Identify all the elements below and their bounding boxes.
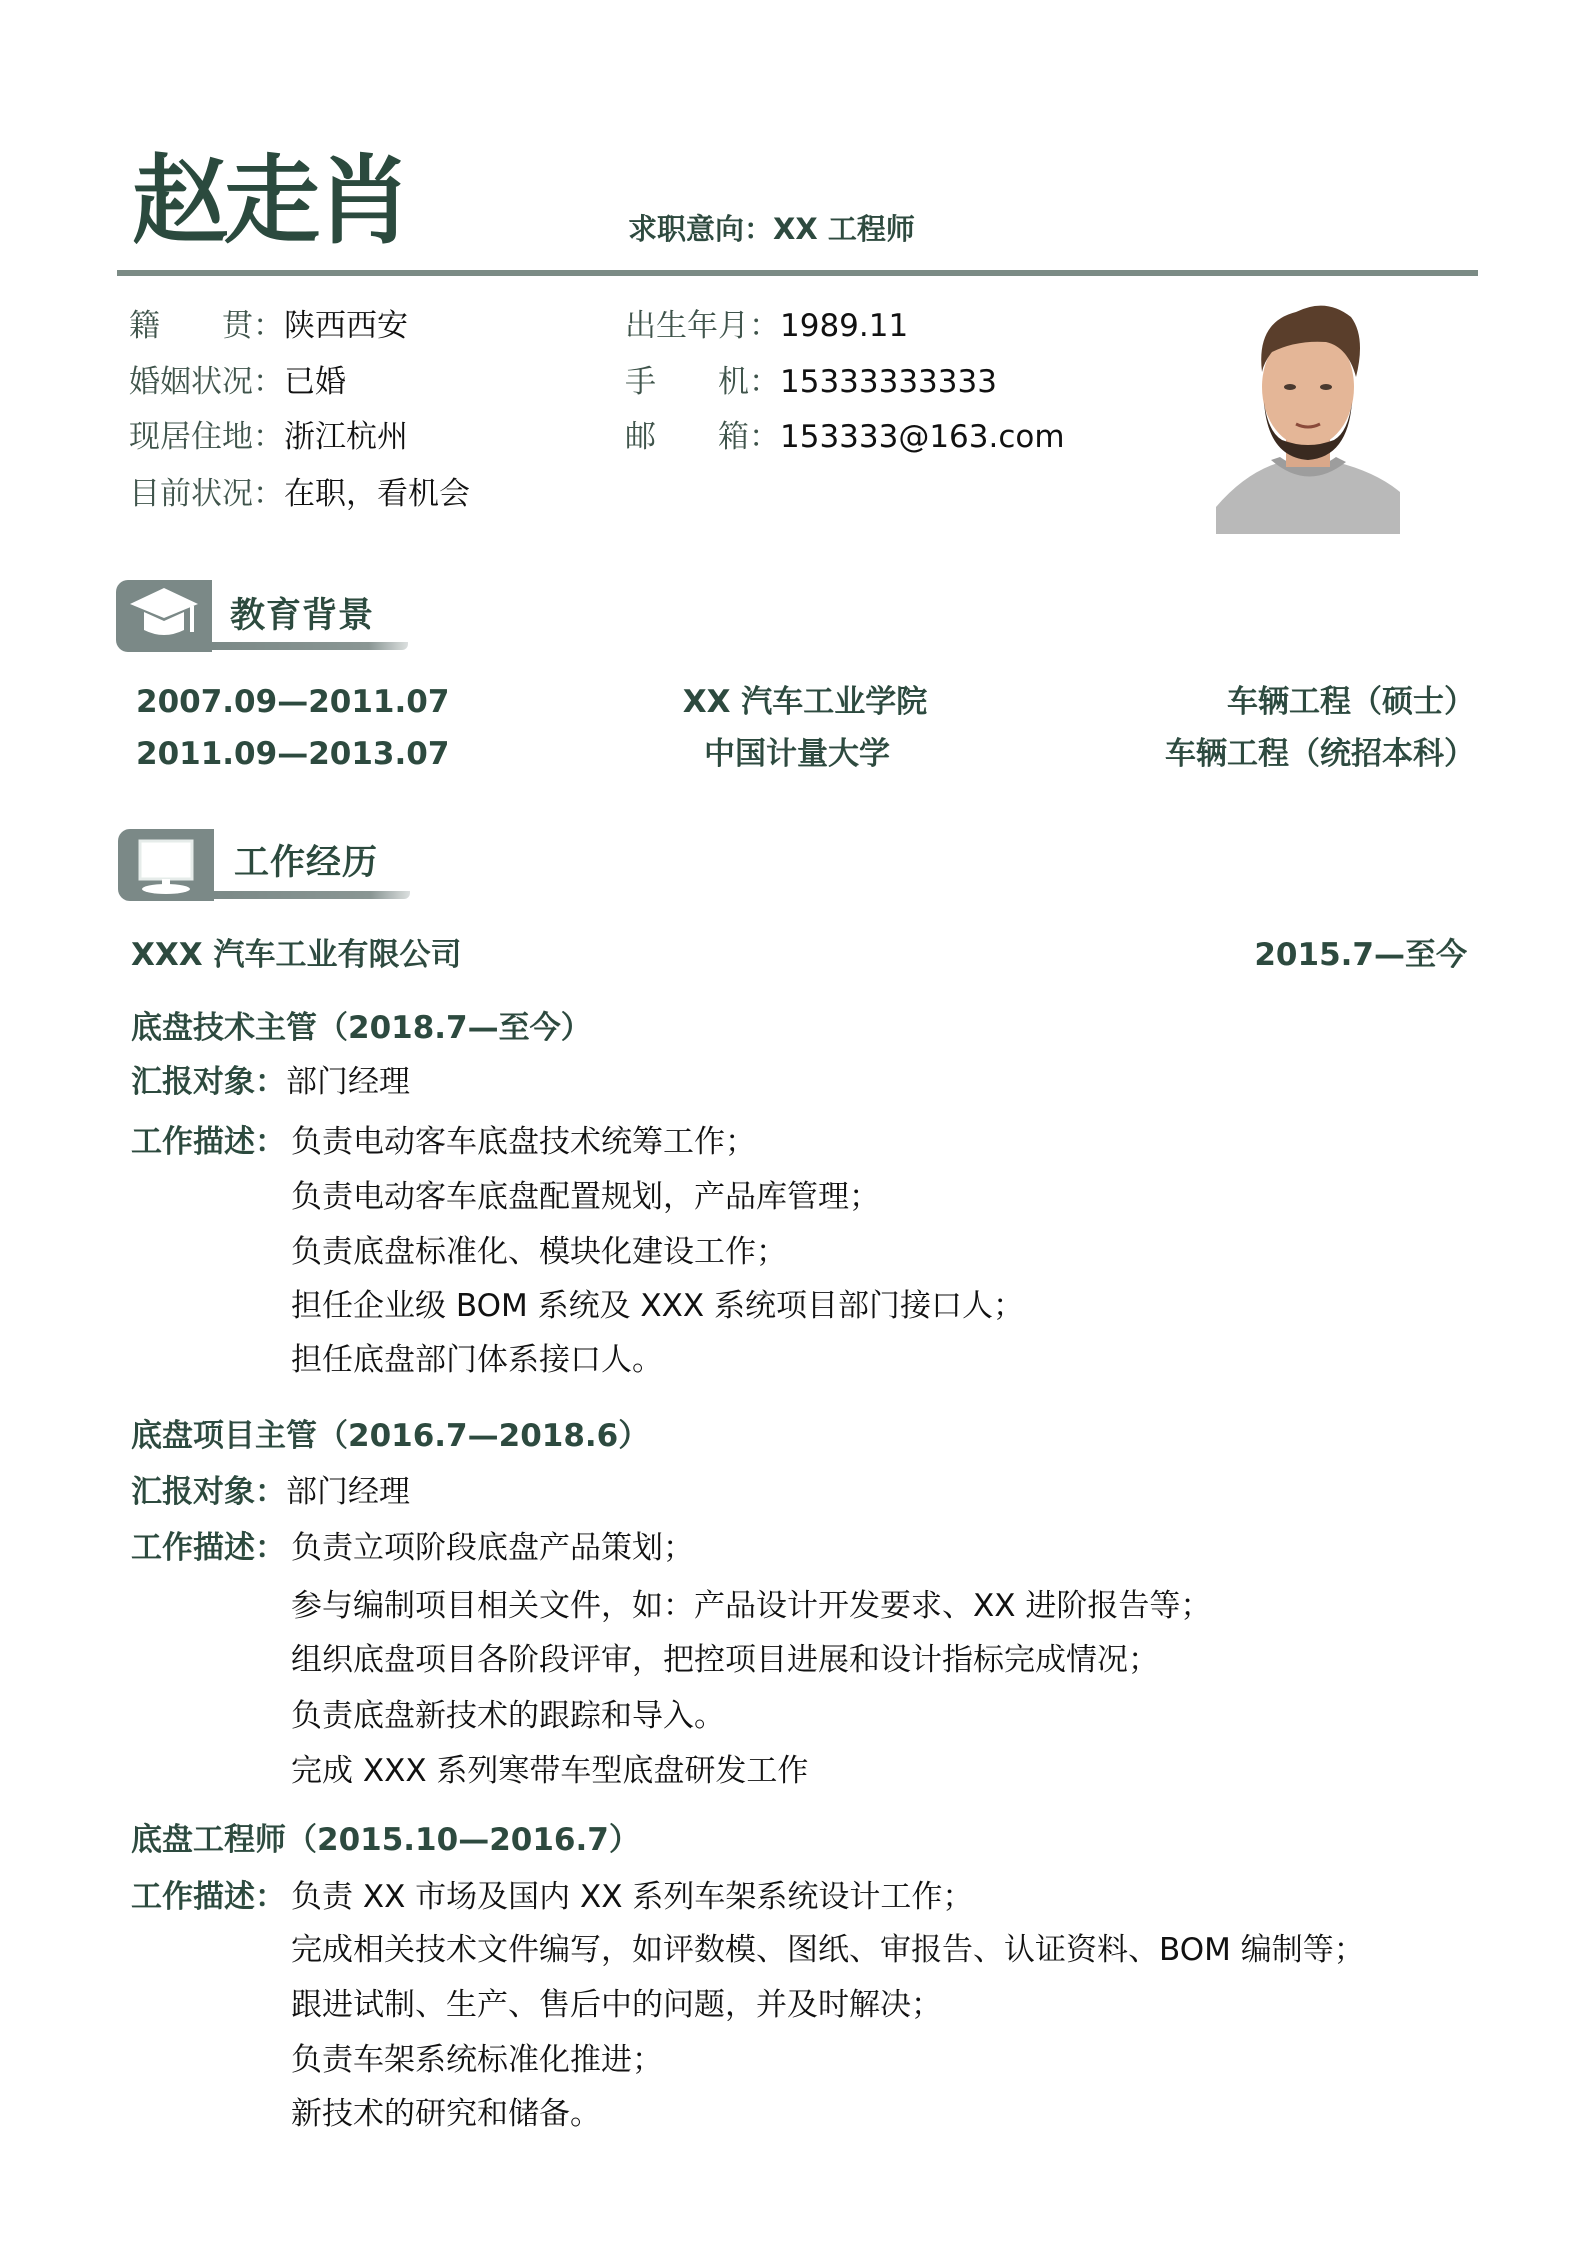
job-target-value: XX 工程师 — [773, 212, 915, 246]
desc-line: 完成 XXX 系列寒带车型底盘研发工作 — [291, 1753, 809, 1789]
header-divider — [117, 270, 1478, 276]
desc-line: 担任底盘部门体系接口人。 — [291, 1342, 663, 1378]
desc-line: 负责底盘标准化、模块化建设工作； — [291, 1234, 787, 1270]
section-header-education — [116, 580, 416, 652]
info-label: 婚姻状况： — [129, 364, 284, 400]
desc-label-row — [131, 1122, 286, 1162]
report-label: 汇报对象： — [131, 1474, 286, 1510]
profile-photo — [1216, 292, 1400, 534]
info-residence — [129, 417, 408, 457]
info-value: 在职，看机会 — [284, 476, 470, 512]
desc-line: 负责 XX 市场及国内 XX 系列车架系统设计工作； — [291, 1879, 974, 1915]
position-title: 底盘工程师（2015.10—2016.7） — [131, 1822, 640, 1858]
desc-line: 完成相关技术文件编写，如评数模、图纸、审报告、认证资料、BOM 编制等； — [291, 1932, 1365, 1968]
desc-line: 跟进试制、生产、售后中的问题，并及时解决； — [291, 1987, 942, 2023]
desc-line: 参与编制项目相关文件，如：产品设计开发要求、XX 进阶报告等； — [291, 1588, 1212, 1624]
candidate-name: 赵走肖 — [132, 145, 408, 257]
info-value: 已婚 — [284, 364, 346, 400]
info-marital — [129, 362, 346, 402]
section-icon-box — [116, 580, 212, 652]
edu-major: 车辆工程（统招本科） — [1165, 736, 1475, 772]
section-underline — [212, 642, 408, 650]
edu-period: 2007.09—2011.07 — [136, 684, 450, 720]
info-label: 出生年月： — [625, 308, 780, 344]
section-header-work — [118, 829, 418, 901]
desc-line: 担任企业级 BOM 系统及 XXX 系统项目部门接口人； — [291, 1288, 1024, 1324]
company-name: XXX 汽车工业有限公司 — [131, 937, 462, 973]
desc-label-row — [131, 1877, 286, 1917]
info-label: 目前状况： — [129, 476, 284, 512]
edu-school: 中国计量大学 — [704, 736, 890, 772]
report-to — [131, 1472, 410, 1512]
info-value: 陕西西安 — [284, 308, 408, 344]
edu-school: XX 汽车工业学院 — [682, 684, 928, 720]
info-label: 手 机： — [625, 364, 780, 400]
info-label: 籍 贯： — [129, 308, 284, 344]
section-icon-box — [118, 829, 214, 901]
desc-label: 工作描述： — [131, 1530, 286, 1566]
info-hometown — [129, 306, 408, 346]
report-label: 汇报对象： — [131, 1064, 286, 1100]
report-value: 部门经理 — [286, 1474, 410, 1510]
edu-period: 2011.09—2013.07 — [136, 736, 450, 772]
desc-line: 新技术的研究和储备。 — [291, 2096, 601, 2132]
section-title: 教育背景 — [230, 596, 375, 636]
position-title: 底盘技术主管（2018.7—至今） — [131, 1010, 592, 1046]
info-email — [625, 417, 1065, 457]
info-value: 1989.11 — [780, 308, 909, 344]
report-value: 部门经理 — [286, 1064, 410, 1100]
company-period: 2015.7—至今 — [1254, 937, 1467, 973]
info-label: 现居住地： — [129, 419, 284, 455]
info-birth — [625, 306, 908, 346]
desc-line: 组织底盘项目各阶段评审，把控项目进展和设计指标完成情况； — [291, 1642, 1159, 1678]
info-status — [129, 474, 470, 514]
section-title: 工作经历 — [234, 843, 379, 883]
info-label: 邮 箱： — [625, 419, 780, 455]
job-target — [628, 210, 915, 248]
position-title: 底盘项目主管（2016.7—2018.6） — [131, 1418, 650, 1454]
info-value: 15333333333 — [780, 364, 997, 400]
desc-line: 负责电动客车底盘技术统筹工作； — [291, 1124, 756, 1160]
job-target-label: 求职意向： — [628, 212, 774, 246]
info-value: 浙江杭州 — [284, 419, 408, 455]
desc-line: 负责底盘新技术的跟踪和导入。 — [291, 1698, 725, 1734]
report-to — [131, 1062, 410, 1102]
desc-label-row — [131, 1528, 286, 1568]
edu-major: 车辆工程（硕士） — [1227, 684, 1475, 720]
person-portrait-icon — [1216, 292, 1400, 534]
section-underline — [214, 891, 410, 899]
desc-line: 负责电动客车底盘配置规划，产品库管理； — [291, 1179, 880, 1215]
desc-line: 负责立项阶段底盘产品策划； — [291, 1530, 694, 1566]
desc-label: 工作描述： — [131, 1124, 286, 1160]
monitor-icon — [118, 829, 214, 901]
graduation-cap-icon — [116, 580, 212, 652]
desc-line: 负责车架系统标准化推进； — [291, 2042, 663, 2078]
desc-label: 工作描述： — [131, 1879, 286, 1915]
info-phone — [625, 362, 997, 402]
info-value: 153333@163.com — [780, 419, 1065, 455]
